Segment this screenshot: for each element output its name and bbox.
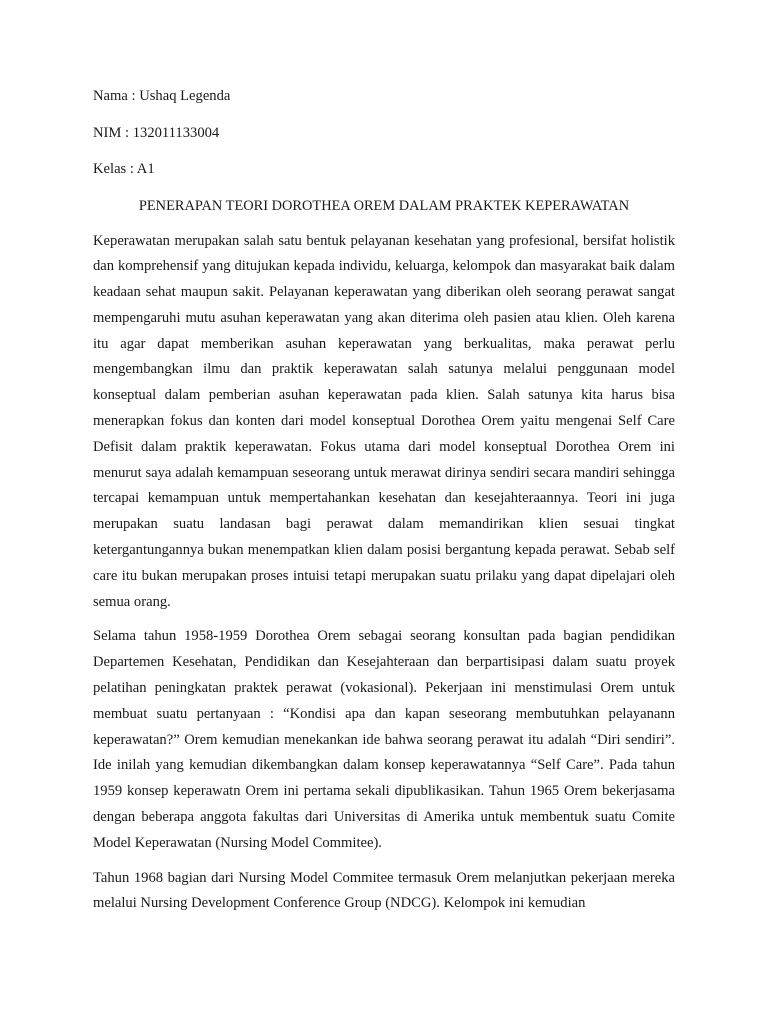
paragraph-ndcg: Tahun 1968 bagian dari Nursing Model Commitee termasuk Orem melanjutkan pekerjaan mereka melalui Nursing Development Conference Group (NDCG). Kelompok ini kemudian [93, 869, 675, 912]
paragraph-intro: Keperawatan merupakan salah satu bentuk pelayanan kesehatan yang profesional, bersifat holistik dan komprehensif yang ditujukan kepada individu, keluarga, kelompok dan masyarakat baik dalam keadaan sehat maupun sakit. Pelayanan keperawatan yang diberikan oleh seorang perawat sangat mempengaruhi mutu asuhan keperawatan yang akan diterima oleh pasien atau klien. Oleh karena itu agar dapat memberikan asuhan keperawatan yang berkualitas, maka perawat perlu mengembangkan ilmu dan praktik keperawatan salah satunya melalui penggunaan model konseptual dalam pemberian asuhan keperawatan pada klien. Salah satunya kita harus bisa menerapkan fokus dan konten dari model konseptual Dorothea Orem yaitu mengenai Self Care Defisit dalam praktik keperawatan. Fokus utama dari model konseptual Dorothea Orem ini menurut saya adalah kemampuan seseorang untuk merawat dirinya sendiri secara mandiri sehingga tercapai kemampuan untuk mempertahankan kesehatan dan kesejahteraannya. Teori ini juga merupakan suatu landasan bagi perawat dalam memandirikan klien sesuai tingkat ketergantungannya bukan menempatkan klien dalam posisi bergantung kepada perawat. Sebab self care itu bukan merupakan proses intuisi tetapi merupakan suatu prilaku yang dapat dipelajari oleh semua orang. [93, 232, 675, 610]
student-nim: NIM : 132011133004 [93, 124, 220, 141]
paragraph-history: Selama tahun 1958-1959 Dorothea Orem sebagai seorang konsultan pada bagian pendidikan Departemen Kesehatan, Pendidikan dan Kesejahteraan dan berpartisipasi dalam suatu proyek pelatihan peningkatan praktek perawat (vokasional). Pekerjaan ini menstimulasi Orem untuk membuat suatu pertanyaan : “Kondisi apa dan kapan seseorang membutuhkan pelayanann keperawatan?” Orem kemudian menekankan ide bahwa seorang perawat itu adalah “Diri sendiri”. Ide inilah yang kemudian dikembangkan dalam konsep keperawatannya “Self Care”. Pada tahun 1959 konsep keperawatn Orem ini pertama sekali dipublikasikan. Tahun 1965 Orem bekerjasama dengan beberapa anggota fakultas dari Universitas di Amerika untuk membentuk suatu Comite Model Keperawatan (Nursing Model Commitee). [93, 628, 675, 851]
student-name: Nama : Ushaq Legenda [93, 88, 231, 104]
document-title: PENERAPAN TEORI DOROTHEA OREM DALAM PRAKTEK KEPERAWATAN [138, 197, 630, 214]
student-class: Kelas : A1 [93, 161, 155, 177]
